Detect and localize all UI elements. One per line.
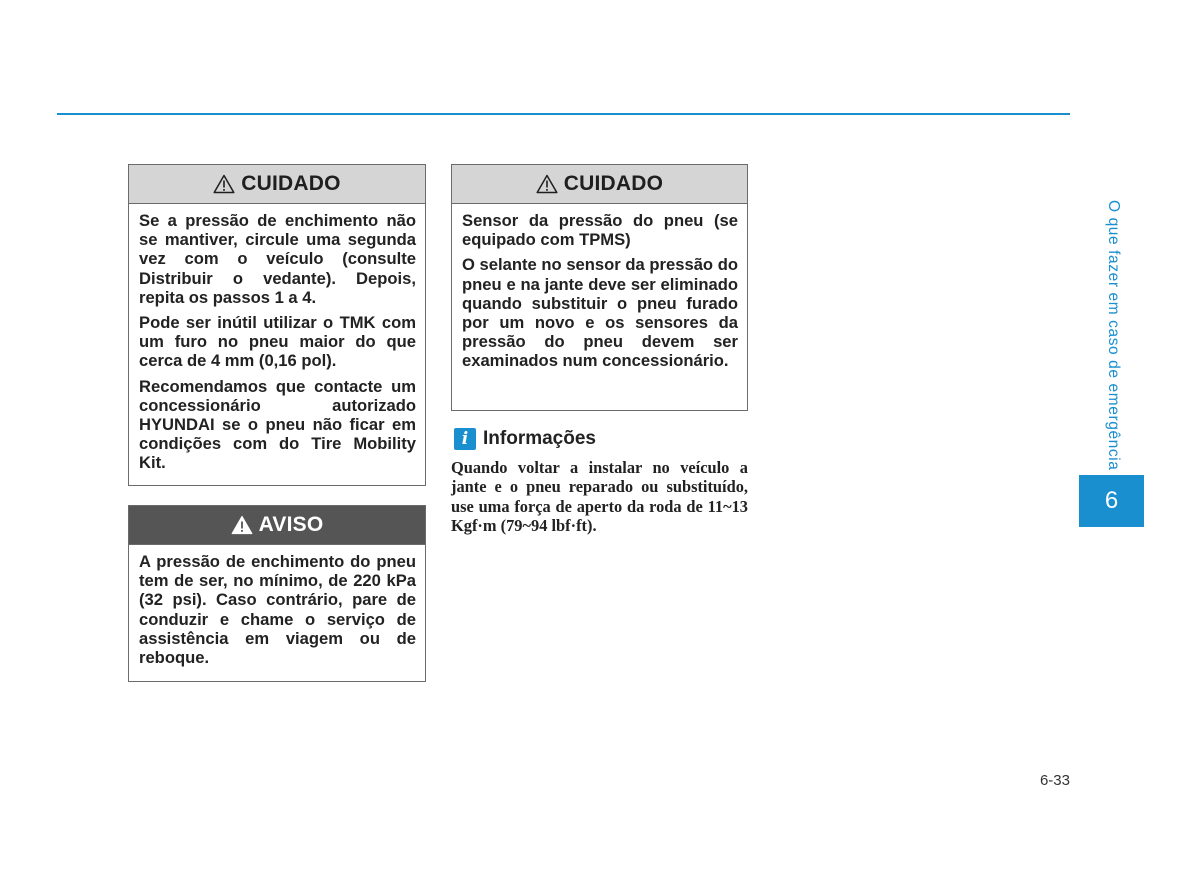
warning-paragraph: A pressão de enchimento do pneu tem de ser, no mínimo, de 220 kPa (32 psi). Caso contrário, pare de conduzir e chame o serviço de assistência em viagem ou de reboque. [139, 552, 416, 668]
caution-header [452, 165, 747, 204]
warning-header [129, 506, 425, 545]
warning-body [129, 545, 425, 675]
header-rule [57, 113, 1070, 115]
caution-body [452, 204, 747, 379]
warning-triangle-icon [231, 515, 253, 535]
page-number: 6-33 [1039, 772, 1070, 789]
info-header [454, 428, 596, 450]
caution-paragraph: O selante no sensor da pressão do pneu e na jante deve ser eliminado quando substituir o pneu furado por um novo e os sensores da pressão do pneu devem ser examinados num concessionário. [462, 255, 738, 371]
info-icon: i [454, 428, 476, 450]
caution-paragraph: Sensor da pressão do pneu (se equipado com TPMS) [462, 211, 738, 250]
caution-paragraph: Recomendamos que contacte um concessionário autorizado HYUNDAI se o pneu não ficar em condições com do Tire Mobility Kit. [139, 376, 416, 473]
warning-box-left [128, 505, 426, 682]
chapter-number-tab: 6 [1079, 475, 1144, 527]
caution-title: CUIDADO [563, 172, 664, 195]
warning-title: AVISO [258, 513, 324, 536]
caution-triangle-icon [536, 174, 558, 194]
caution-title: CUIDADO [241, 172, 341, 195]
caution-body [129, 204, 425, 481]
caution-box-left [128, 164, 426, 486]
caution-triangle-icon [213, 174, 235, 194]
caution-paragraph: Se a pressão de enchimento não se mantiver, circule uma segunda vez com o veículo (consulte Distribuir o vedante). Depois, repita os passos 1 a 4. [139, 211, 416, 307]
chapter-title: O que fazer em caso de emergência [1105, 200, 1122, 471]
caution-paragraph: Pode ser inútil utilizar o TMK com um furo no pneu maior do que cerca de 4 mm (0,16 pol). [139, 313, 416, 371]
info-title: Informações [483, 428, 596, 449]
caution-header [129, 165, 425, 204]
caution-box-right [451, 164, 748, 411]
info-text: Quando voltar a instalar no veículo a jante e o pneu reparado ou substituído, use uma força de aperto da roda de 11~13 Kgf·m (79~94 lbf·ft). [451, 458, 748, 536]
